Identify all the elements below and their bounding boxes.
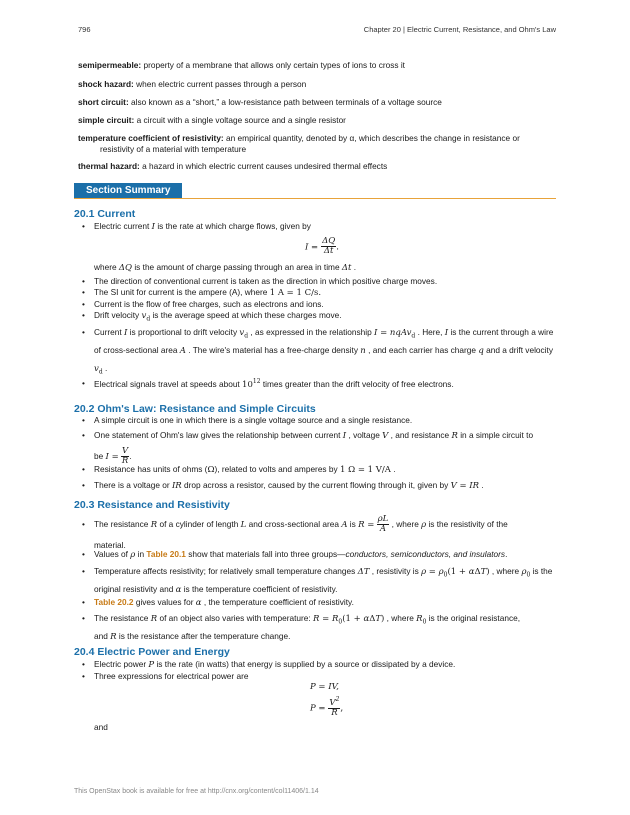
glossary-term: semipermeable: <box>78 60 142 70</box>
list-item: • Drift velocity $v_d$ is the average speed at which these charges move. <box>94 310 559 324</box>
section-summary-bar <box>74 183 556 199</box>
section-heading-20-1: 20.1 Current <box>74 208 136 220</box>
glossary-def-cont: resistivity of a material with temperature <box>100 143 247 154</box>
table-20-1-link[interactable]: Table 20.1 <box>146 549 186 559</box>
equation-power-v2r: P = $\frac{V^2}{R}$ , <box>310 696 344 719</box>
glossary-entry <box>78 97 548 108</box>
chapter-header: Chapter 20 | Electric Current, Resistance, and Ohm's Law <box>363 25 556 34</box>
list-item: • One statement of Ohm's law gives the relationship between current I , voltage V , and resistance R in a simple circuit to be I = $\frac{V}{R}$ . <box>94 426 559 462</box>
glossary-term: temperature coefficient of resistivity: <box>78 133 224 143</box>
list-item: • The resistance R of a cylinder of length L and cross-sectional area A is R = $\frac{\rho L}{A}$ , where ρ is the resistivity of the material. <box>94 515 559 549</box>
glossary-def: property of a membrane that allows only certain types of ions to cross it <box>143 60 405 70</box>
glossary-def: an empirical quantity, denoted by α, which describes the change in resistance or <box>226 133 520 143</box>
bullet-list-20-3 <box>74 515 559 646</box>
section-heading-20-3: 20.3 Resistance and Resistivity <box>74 499 230 511</box>
where-line: where ΔQ is the amount of charge passing through an area in time Δt . <box>94 262 357 273</box>
glossary-def: when electric current passes through a person <box>136 79 307 89</box>
list-item: • Electric power P is the rate (in watts) that energy is supplied by a source or dissipated by a device. <box>94 659 559 671</box>
page-number: 796 <box>78 25 91 34</box>
section-heading-20-4: 20.4 Electric Power and Energy <box>74 646 230 658</box>
list-item: • The direction of conventional current is taken as the direction in which positive charge moves. <box>94 276 559 287</box>
glossary-term: shock hazard: <box>78 79 134 89</box>
glossary-term: short circuit: <box>78 97 129 107</box>
glossary-def: also known as a “short,” a low-resistance path between terminals of a voltage source <box>131 97 442 107</box>
glossary-entry <box>78 115 548 126</box>
glossary-def: a hazard in which electric current causes undesired thermal effects <box>142 161 388 171</box>
equation-power-iv: P = IV, <box>310 682 339 692</box>
bullet-list-20-4 <box>74 659 559 682</box>
list-item: • Three expressions for electrical power are <box>94 671 559 682</box>
list-item: • Current I is proportional to drift velocity $v_d$ , as expressed in the relationship I = nqAv$_d$ . Here, I is the current through a wire of cross-sectional area A . The wire's material has a free-charge density n , and each carrier has charge q and a drift velocity $v_d$ . <box>94 324 559 374</box>
list-item: • Table 20.2 gives values for α , the temperature coefficient of resistivity. <box>94 597 559 610</box>
glossary-entry <box>78 133 548 155</box>
equation-current: I = $\frac{\Delta Q}{\Delta t}$ . <box>305 236 340 257</box>
glossary-entry <box>78 79 548 90</box>
list-item: • Values of ρ in Table 20.1 show that materials fall into three groups—conductors, semiconductors, and insulators. <box>94 549 559 563</box>
table-20-2-link[interactable]: Table 20.2 <box>94 597 134 607</box>
list-item: • Current is the flow of free charges, such as electrons and ions. <box>94 299 559 310</box>
bullet-list-20-1b <box>74 276 559 392</box>
glossary-term: thermal hazard: <box>78 161 140 171</box>
list-item: • Resistance has units of ohms (Ω), related to volts and amperes by 1 Ω = 1 V/A . <box>94 464 559 480</box>
list-item: • Temperature affects resistivity; for relatively small temperature changes ΔT , resistivity is $\rho = \rho_0(1 + \alpha\Delta T)$ , where $\rho_0$ is the original resistivity and α is the temperature coefficient of resistivity. <box>94 563 559 597</box>
list-item: • A simple circuit is one in which there is a single voltage source and a single resistance. <box>94 415 559 426</box>
bullet-list-20-2 <box>74 415 559 494</box>
list-item: • The resistance R of an object also varies with temperature: $R = R_0(1 + \alpha\Delta T)$ , where $R_0$ is the original resistance, and R is the resistance after the temperature change. <box>94 610 559 646</box>
footer-note: This OpenStax book is available for free at http://cnx.org/content/col11406/1.14 <box>74 788 319 795</box>
list-item: • Electrical signals travel at speeds about $10^{12}$ times greater than the drift velocity of free electrons. <box>94 378 559 392</box>
glossary-entry <box>78 161 548 172</box>
section-summary-title: Section Summary <box>74 183 182 198</box>
bullet-list-20-1a <box>74 221 559 233</box>
section-heading-20-2: 20.2 Ohm's Law: Resistance and Simple Circuits <box>74 403 316 415</box>
list-item: • There is a voltage or IR drop across a resistor, caused by the current flowing through it, given by V = IR . <box>94 480 559 494</box>
and-text: and <box>94 722 108 732</box>
list-item: • Electric current I is the rate at which charge flows, given by <box>94 221 559 233</box>
glossary-def: a circuit with a single voltage source and a single resistor <box>136 115 346 125</box>
glossary-term: simple circuit: <box>78 115 135 125</box>
glossary-entry <box>78 60 548 71</box>
list-item: • The SI unit for current is the ampere (A), where 1 A = 1 C/s. <box>94 287 559 299</box>
